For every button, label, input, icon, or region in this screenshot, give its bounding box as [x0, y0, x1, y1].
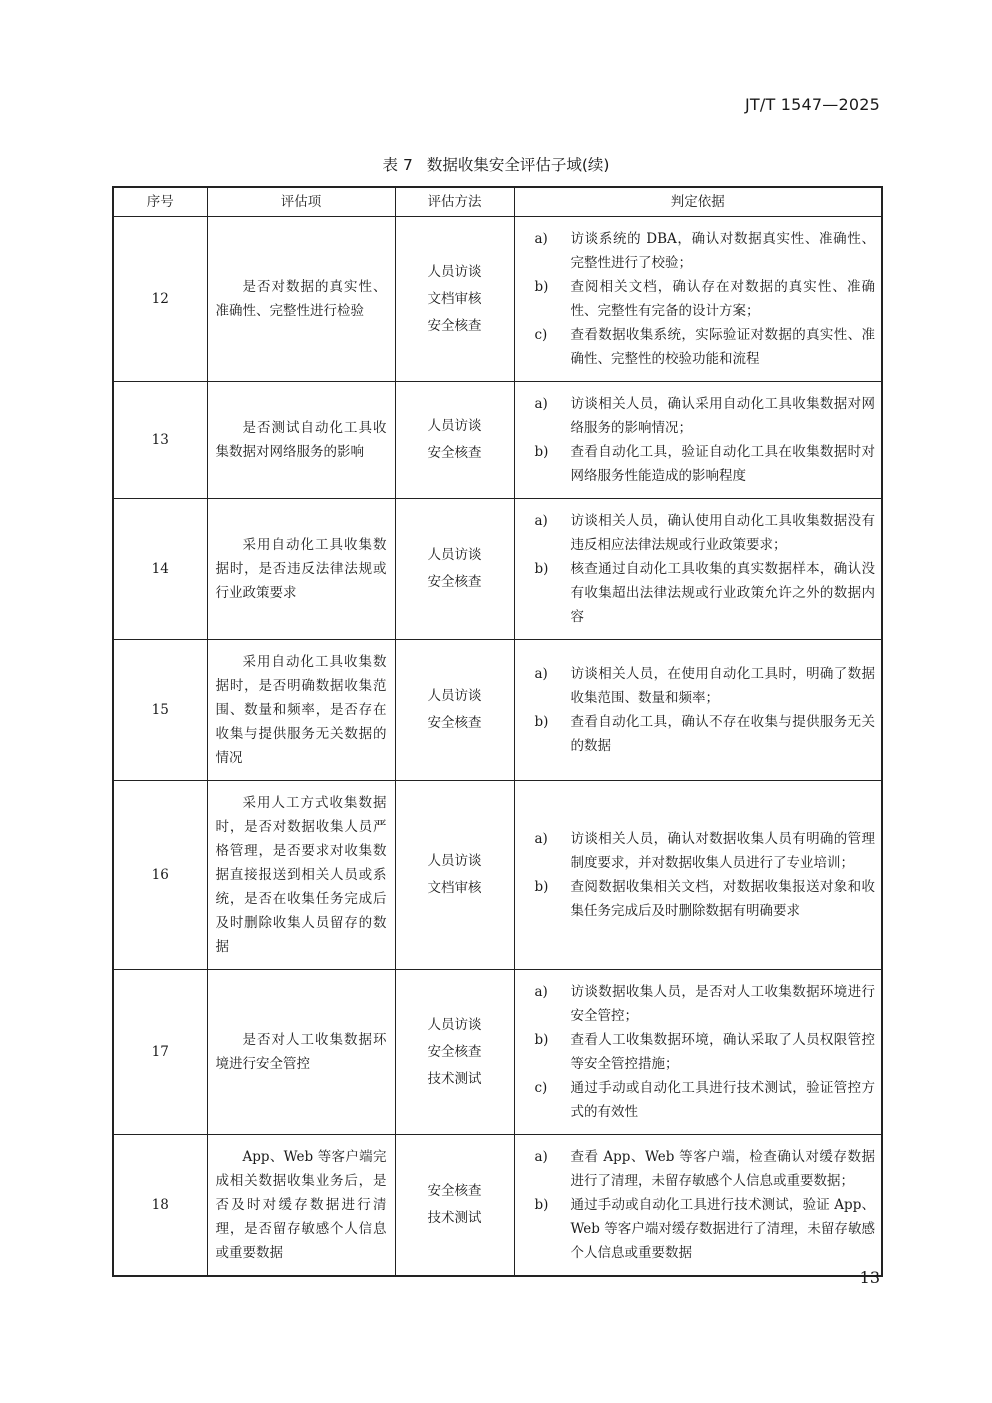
- criterion-label: a): [534, 831, 548, 847]
- col-header-basis: 判定依据: [514, 187, 882, 217]
- method: 人员访谈: [427, 263, 482, 280]
- judgment-basis: [514, 781, 882, 970]
- assessment-table: [112, 186, 883, 1277]
- criterion-text: 查看自动化工具，确认不存在收集与提供服务无关的数据: [570, 714, 875, 754]
- table-header-row: [113, 187, 882, 217]
- criterion: [535, 392, 876, 440]
- judgment-basis: [514, 217, 882, 382]
- method: 技术测试: [427, 1210, 482, 1226]
- criterion-text: 查阅数据收集相关文档，对数据收集报送对象和收集任务完成后及时删除数据有明确要求: [570, 879, 875, 919]
- criterion-text: 通过手动或自动化工具进行技术测试，验证 App、Web 等客户端对缓存数据进行了清理，未留存敏感个人信息或重要数据: [570, 1197, 875, 1261]
- standard-code: JT/T 1547—2025: [745, 95, 880, 114]
- row-number: 13: [113, 382, 207, 499]
- criterion-text: 查阅相关文档，确认存在对数据的真实性、准确性、完整性有完备的设计方案；: [570, 279, 875, 319]
- col-header-method: 评估方法: [395, 187, 514, 217]
- assessment-item: 是否测试自动化工具收集数据对网络服务的影响: [207, 382, 395, 499]
- judgment-basis: [514, 970, 882, 1135]
- criterion: [535, 827, 876, 875]
- judgment-basis: [514, 499, 882, 640]
- assessment-methods: [395, 640, 514, 781]
- assessment-methods: [395, 1135, 514, 1277]
- criterion-text: 通过手动或自动化工具进行技术测试，验证管控方式的有效性: [570, 1080, 875, 1120]
- criterion-text: 查看人工收集数据环境，确认采取了人员权限管控等安全管控措施；: [570, 1032, 875, 1072]
- method: 人员访谈: [427, 688, 482, 704]
- judgment-basis: [514, 382, 882, 499]
- assessment-item: App、Web 等客户端完成相关数据收集业务后，是否及时对缓存数据进行清理，是否留存敏感个人信息或重要数据: [207, 1135, 395, 1277]
- criterion: [535, 662, 876, 710]
- assessment-item: 采用自动化工具收集数据时，是否违反法律法规或行业政策要求: [207, 499, 395, 640]
- criterion-label: c): [534, 1080, 548, 1096]
- criterion-text: 查看 App、Web 等客户端，检查确认对缓存数据进行了清理，未留存敏感个人信息或重要数据；: [570, 1149, 875, 1189]
- criterion-text: 访谈相关人员，确认对数据收集人员有明确的管理制度要求，并对数据收集人员进行了专业培训；: [570, 831, 875, 871]
- criterion-label: a): [534, 984, 548, 1000]
- criterion: [535, 1076, 876, 1124]
- criterion: [535, 1145, 876, 1193]
- criterion-text: 查看数据收集系统，实际验证对数据的真实性、准确性、完整性的校验功能和流程: [570, 327, 875, 367]
- method: 文档审核: [427, 880, 482, 896]
- criterion: [535, 710, 876, 758]
- method: 安全核查: [427, 317, 482, 334]
- method: 安全核查: [427, 1043, 482, 1060]
- page-number: 13: [859, 1268, 880, 1287]
- method: 文档审核: [427, 290, 482, 307]
- criterion-text: 查看自动化工具，验证自动化工具在收集数据时对网络服务性能造成的影响程度: [570, 444, 875, 484]
- assessment-methods: [395, 217, 514, 382]
- table-row: [113, 217, 882, 382]
- criterion: [535, 509, 876, 557]
- assessment-item: 是否对人工收集数据环境进行安全管控: [207, 970, 395, 1135]
- criterion: [535, 980, 876, 1028]
- table-caption: [0, 153, 992, 175]
- criterion-text: 访谈相关人员，确认使用自动化工具收集数据没有违反相应法律法规或行业政策要求；: [570, 513, 875, 553]
- method: 人员访谈: [427, 853, 482, 869]
- criterion: [535, 323, 876, 371]
- method: 人员访谈: [427, 547, 482, 563]
- criterion: [535, 557, 876, 629]
- criterion-text: 核查通过自动化工具收集的真实数据样本，确认没有收集超出法律法规或行业政策允许之外的数据内容: [570, 561, 875, 625]
- table-row: [113, 382, 882, 499]
- criterion-text: 访谈系统的 DBA，确认对数据真实性、准确性、完整性进行了校验；: [570, 231, 875, 271]
- criterion-label: c): [534, 327, 548, 343]
- criterion-label: b): [534, 879, 549, 895]
- table-row: [113, 781, 882, 970]
- method: 安全核查: [427, 445, 482, 461]
- criterion: [535, 440, 876, 488]
- criterion: [535, 1193, 876, 1265]
- criterion-label: b): [534, 279, 549, 295]
- row-number: 14: [113, 499, 207, 640]
- assessment-item: 采用自动化工具收集数据时，是否明确数据收集范围、数量和频率，是否存在收集与提供服务无关数据的情况: [207, 640, 395, 781]
- col-header-item: 评估项: [207, 187, 395, 217]
- assessment-item: 是否对数据的真实性、准确性、完整性进行检验: [207, 217, 395, 382]
- method: 安全核查: [427, 574, 482, 590]
- row-number: 16: [113, 781, 207, 970]
- criterion-label: b): [534, 1032, 549, 1048]
- criterion-label: b): [534, 561, 549, 577]
- table-title: 数据收集安全评估子域(续): [426, 156, 610, 174]
- criterion-label: a): [534, 513, 548, 529]
- table-row: [113, 1135, 882, 1277]
- table-row: [113, 970, 882, 1135]
- criterion-label: a): [534, 666, 548, 682]
- criterion: [535, 227, 876, 275]
- criterion-label: b): [534, 1197, 549, 1213]
- criterion-label: a): [534, 396, 548, 412]
- table-number: 表 7: [382, 156, 413, 174]
- col-header-no: 序号: [113, 187, 207, 217]
- criterion-text: 访谈相关人员，确认采用自动化工具收集数据对网络服务的影响情况；: [570, 396, 875, 436]
- method: 人员访谈: [427, 418, 482, 434]
- method: 安全核查: [427, 1183, 482, 1199]
- method: 人员访谈: [427, 1016, 482, 1033]
- criterion-label: b): [534, 714, 549, 730]
- criterion-text: 访谈数据收集人员，是否对人工收集数据环境进行安全管控；: [570, 984, 875, 1024]
- criterion: [535, 1028, 876, 1076]
- assessment-methods: [395, 970, 514, 1135]
- criterion-label: a): [534, 1149, 548, 1165]
- assessment-methods: [395, 382, 514, 499]
- table-row: [113, 640, 882, 781]
- method: 安全核查: [427, 715, 482, 731]
- row-number: 17: [113, 970, 207, 1135]
- table-row: [113, 499, 882, 640]
- criterion-label: b): [534, 444, 549, 460]
- criterion-text: 访谈相关人员，在使用自动化工具时，明确了数据收集范围、数量和频率；: [570, 666, 875, 706]
- row-number: 15: [113, 640, 207, 781]
- row-number: 12: [113, 217, 207, 382]
- judgment-basis: [514, 640, 882, 781]
- method: 技术测试: [427, 1070, 482, 1087]
- row-number: 18: [113, 1135, 207, 1277]
- criterion-label: a): [534, 231, 548, 247]
- assessment-item: 采用人工方式收集数据时，是否对数据收集人员严格管理，是否要求对收集数据直接报送到相关人员或系统，是否在收集任务完成后及时删除收集人员留存的数据: [207, 781, 395, 970]
- assessment-methods: [395, 781, 514, 970]
- assessment-methods: [395, 499, 514, 640]
- criterion: [535, 875, 876, 923]
- judgment-basis: [514, 1135, 882, 1277]
- criterion: [535, 275, 876, 323]
